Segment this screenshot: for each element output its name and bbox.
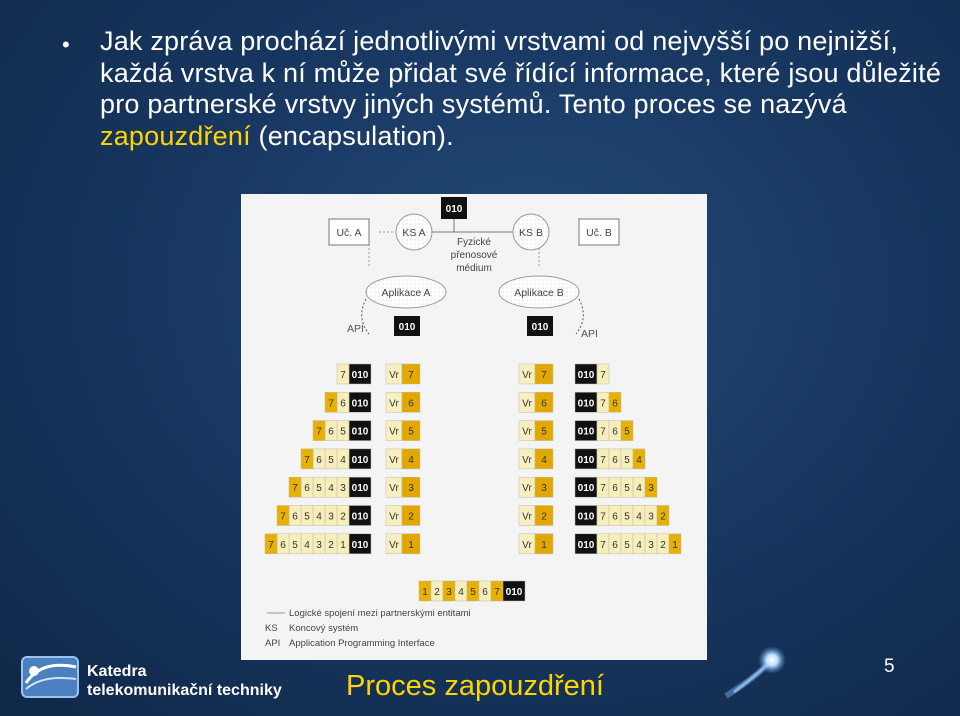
bottom-header-label: 7 — [494, 587, 500, 598]
left-header-label: 6 — [328, 426, 334, 438]
right-header-label: 4 — [636, 539, 642, 551]
bullet-text — [100, 26, 942, 152]
left-header-label: 4 — [316, 511, 322, 523]
api-right-label: API — [581, 328, 598, 340]
left-header-label: 5 — [328, 454, 334, 466]
left-header-label: 6 — [304, 483, 310, 495]
right-header-label: 5 — [624, 539, 630, 551]
right-payload-label: 010 — [577, 483, 595, 495]
right-header-label: 4 — [636, 454, 642, 466]
right-vr-label: Vr — [522, 539, 532, 551]
encapsulation-diagram — [241, 194, 707, 660]
bottom-header-label: 2 — [434, 587, 440, 598]
right-header-label: 3 — [648, 539, 654, 551]
right-vr-label: Vr — [522, 511, 532, 523]
medium-label-2: přenosové — [450, 250, 498, 261]
left-header-label: 6 — [340, 398, 346, 410]
left-level-label: 1 — [408, 539, 414, 551]
right-header-label: 7 — [600, 539, 606, 551]
left-payload-label: 010 — [351, 370, 369, 381]
bottom-header-label: 3 — [446, 587, 452, 598]
logo-text — [87, 662, 282, 700]
top-message-label: 010 — [445, 204, 463, 215]
bottom-header-label: 1 — [422, 587, 428, 598]
left-payload-label: 010 — [351, 398, 369, 410]
left-header-label: 4 — [304, 539, 310, 551]
bottom-payload-label: 010 — [505, 587, 523, 598]
right-header-label: 7 — [600, 454, 606, 466]
right-header-label: 5 — [624, 426, 630, 438]
right-header-label: 1 — [672, 539, 678, 551]
uc-a-label: Uč. A — [336, 227, 362, 239]
right-header-label: 7 — [600, 511, 606, 523]
bullet-text-part1: Jak zpráva prochází jednotlivými vrstvami od nejvyšší po nejnižší, každá vrstva k ní může přidat své řídící informace, které jsou důležité pro partnerské vrstvy jiných systémů. Tento proces se nazývá — [100, 26, 942, 119]
left-header-label: 7 — [304, 454, 310, 466]
bullet-text-highlight: zapouzdření — [100, 120, 251, 151]
left-header-label: 2 — [328, 539, 334, 551]
left-header-label: 1 — [340, 539, 346, 551]
legend-api-key: API — [265, 638, 281, 649]
bottom-frame — [419, 581, 525, 601]
layer-stacks — [265, 364, 681, 554]
bottom-header-label: 6 — [482, 587, 488, 598]
right-header-label: 6 — [612, 454, 618, 466]
right-header-label: 7 — [600, 398, 606, 410]
page-number: 5 — [884, 656, 895, 677]
left-level-label: 5 — [408, 426, 414, 438]
right-payload-label: 010 — [577, 511, 595, 523]
left-vr-label: Vr — [389, 483, 399, 495]
left-header-label: 2 — [340, 511, 346, 523]
left-vr-label: Vr — [389, 426, 399, 438]
right-header-label: 2 — [660, 511, 666, 523]
right-header-label: 6 — [612, 511, 618, 523]
left-header-label: 7 — [340, 370, 346, 381]
left-header-label: 5 — [304, 511, 310, 523]
right-level-label: 3 — [541, 483, 547, 495]
right-payload-label: 010 — [577, 426, 595, 438]
legend-ks-value: Koncový systém — [289, 623, 359, 634]
right-header-label: 5 — [624, 511, 630, 523]
right-header-label: 4 — [636, 511, 642, 523]
left-header-label: 7 — [280, 511, 286, 523]
left-level-label: 3 — [408, 483, 414, 495]
right-level-label: 2 — [541, 511, 547, 523]
left-payload-label: 010 — [351, 511, 369, 523]
right-header-label: 5 — [624, 483, 630, 495]
right-vr-label: Vr — [522, 398, 532, 410]
left-level-label: 6 — [408, 398, 414, 410]
left-payload-label: 010 — [351, 539, 369, 551]
api-left-label: API — [347, 323, 364, 335]
top-row — [329, 197, 619, 274]
left-level-label: 7 — [408, 370, 414, 381]
app-b-label: Aplikace B — [514, 287, 564, 299]
ks-b-label: KS B — [519, 227, 543, 239]
left-vr-label: Vr — [389, 370, 399, 381]
department-logo — [20, 655, 82, 704]
right-header-label: 2 — [660, 539, 666, 551]
left-header-label: 4 — [328, 483, 334, 495]
comet-graphic — [720, 640, 790, 700]
right-level-label: 1 — [541, 539, 547, 551]
logo-line-2: telekomunikační techniky — [87, 682, 282, 699]
logo-icon — [20, 655, 82, 699]
right-header-label: 3 — [648, 483, 654, 495]
left-level-label: 2 — [408, 511, 414, 523]
left-header-label: 5 — [292, 539, 298, 551]
left-header-label: 4 — [340, 454, 346, 466]
left-header-label: 7 — [292, 483, 298, 495]
right-header-label: 6 — [612, 398, 618, 410]
logo-line-1: Katedra — [87, 663, 147, 680]
bullet-list — [62, 26, 942, 152]
left-header-label: 7 — [328, 398, 334, 410]
right-payload-label: 010 — [577, 370, 595, 381]
left-header-label: 6 — [292, 511, 298, 523]
left-vr-label: Vr — [389, 511, 399, 523]
bottom-header-label: 5 — [470, 587, 476, 598]
right-header-label: 3 — [648, 511, 654, 523]
right-vr-label: Vr — [522, 454, 532, 466]
left-level-label: 4 — [408, 454, 414, 466]
left-payload-label: 010 — [351, 426, 369, 438]
applications — [347, 276, 598, 340]
right-vr-label: Vr — [522, 426, 532, 438]
right-header-label: 7 — [600, 370, 606, 381]
right-header-label: 7 — [600, 483, 606, 495]
msg-right-label: 010 — [531, 322, 549, 333]
right-header-label: 5 — [624, 454, 630, 466]
legend-api-value: Application Programming Interface — [289, 638, 435, 649]
left-vr-label: Vr — [389, 398, 399, 410]
left-header-label: 7 — [268, 539, 274, 551]
right-level-label: 4 — [541, 454, 547, 466]
left-header-label: 3 — [328, 511, 334, 523]
left-header-label: 7 — [316, 426, 322, 438]
legend — [265, 608, 471, 649]
app-a-label: Aplikace A — [381, 287, 431, 299]
left-header-label: 3 — [316, 539, 322, 551]
left-header-label: 6 — [316, 454, 322, 466]
legend-line: Logické spojení mezi partnerskými entitami — [289, 608, 471, 619]
right-vr-label: Vr — [522, 483, 532, 495]
right-level-label: 5 — [541, 426, 547, 438]
right-header-label: 4 — [636, 483, 642, 495]
left-header-label: 5 — [340, 426, 346, 438]
bullet-text-part2: (encapsulation). — [250, 120, 454, 151]
bottom-header-label: 4 — [458, 587, 464, 598]
left-vr-label: Vr — [389, 539, 399, 551]
legend-ks-key: KS — [265, 623, 278, 634]
uc-b-label: Uč. B — [586, 227, 612, 239]
left-header-label: 6 — [280, 539, 286, 551]
right-header-label: 6 — [612, 483, 618, 495]
left-vr-label: Vr — [389, 454, 399, 466]
ks-a-label: KS A — [402, 227, 426, 239]
right-header-label: 6 — [612, 539, 618, 551]
right-vr-label: Vr — [522, 370, 532, 381]
left-payload-label: 010 — [351, 454, 369, 466]
right-level-label: 7 — [541, 370, 547, 381]
medium-label-1: Fyzické — [457, 237, 491, 248]
right-header-label: 6 — [612, 426, 618, 438]
right-header-label: 7 — [600, 426, 606, 438]
left-header-label: 5 — [316, 483, 322, 495]
diagram-svg — [241, 194, 707, 660]
bullet-marker: • — [62, 32, 70, 57]
right-payload-label: 010 — [577, 398, 595, 410]
msg-left-label: 010 — [398, 322, 416, 333]
right-payload-label: 010 — [577, 454, 595, 466]
left-header-label: 3 — [340, 483, 346, 495]
slide-caption: Proces zapouzdření — [346, 670, 604, 702]
right-payload-label: 010 — [577, 539, 595, 551]
right-level-label: 6 — [541, 398, 547, 410]
left-payload-label: 010 — [351, 483, 369, 495]
medium-label-3: médium — [456, 263, 492, 274]
